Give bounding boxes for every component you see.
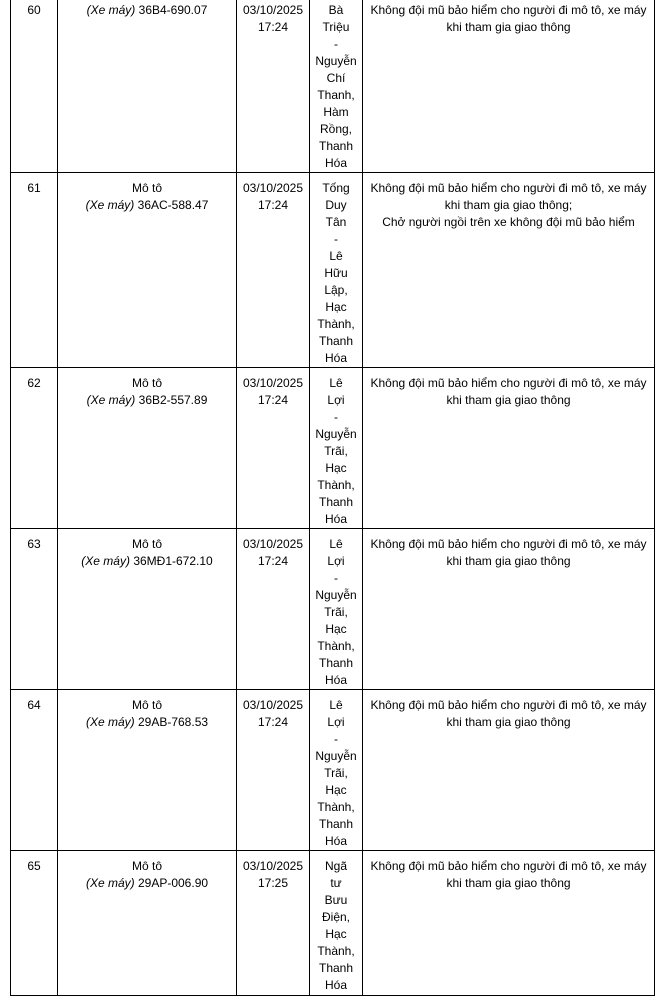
violation-list [367,180,650,231]
violation-time: 17:24 [257,554,289,568]
violation-text: Chở người ngồi trên xe không đội mũ bảo hiểm [382,215,635,229]
violation-list [367,858,650,892]
violation-text: Không đội mũ bảo hiểm cho người đi mô tô, xe máy khi tham gia giao thông [370,537,647,568]
violation-location: Bà Triệu - Nguyễn Chí Thanh, Hàm Rồng, Thanh Hóa [315,3,357,170]
violation-time: 17:24 [257,715,289,729]
table-row [11,173,655,368]
violation-list [367,375,650,409]
vehicle-class-plate [62,714,232,731]
vehicle-cell [58,529,237,690]
row-number-cell [11,368,58,529]
violation-text: Không đội mũ bảo hiểm cho người đi mô tô, xe máy khi tham gia giao thông; [370,181,647,212]
violation-location: Tống Duy Tân - Lê Hữu Lập, Hạc Thành, Thanh Hóa [317,181,355,365]
violation-cell [363,0,655,173]
violation-cell [363,529,655,690]
time-cell [237,690,310,851]
violation-list [367,697,650,731]
vehicle-type: Mô tô [131,181,162,195]
vehicle-cell [58,368,237,529]
violation-date: 03/10/2025 [242,181,304,195]
violations-table [10,0,655,996]
vehicle-class-plate [62,392,232,409]
vehicle-cell [58,851,237,996]
vehicle-type: Mô tô [131,537,162,551]
vehicle-class: (Xe máy) [86,3,136,17]
license-plate: 36B4-690.07 [138,3,208,17]
row-number: 65 [27,859,41,873]
violation-time: 17:25 [257,876,289,890]
row-number-cell [11,173,58,368]
vehicle-cell [58,690,237,851]
location-cell [310,529,363,690]
row-number: 63 [27,537,41,551]
violation-text: Không đội mũ bảo hiểm cho người đi mô tô, xe máy khi tham gia giao thông [370,859,647,890]
violation-text: Không đội mũ bảo hiểm cho người đi mô tô, xe máy khi tham gia giao thông [370,3,647,34]
vehicle-type: Mô tô [131,698,162,712]
time-cell [237,0,310,173]
vehicle-class-plate [62,2,232,19]
violation-date: 03/10/2025 [242,376,304,390]
row-number-cell [11,851,58,996]
violation-location: Lê Lợi - Nguyễn Trãi, Hạc Thành, Thanh Hóa [315,376,357,526]
table-row [11,851,655,996]
location-cell [310,173,363,368]
license-plate: 29AB-768.53 [137,715,209,729]
vehicle-class: (Xe máy) [85,715,135,729]
violation-location: Lê Lợi - Nguyễn Trãi, Hạc Thành, Thanh Hóa [315,698,357,848]
row-number-cell [11,0,58,173]
location-cell [310,690,363,851]
vehicle-class-plate [62,553,232,570]
row-number: 64 [27,698,41,712]
violation-time: 17:24 [257,198,289,212]
violation-date: 03/10/2025 [242,859,304,873]
violations-table-body [11,0,655,996]
vehicle-cell [58,0,237,173]
violation-list [367,536,650,570]
violation-date: 03/10/2025 [242,537,304,551]
violation-time: 17:24 [257,393,289,407]
license-plate: 36AC-588.47 [137,198,209,212]
violation-list [367,2,650,36]
vehicle-class: (Xe máy) [85,876,135,890]
violation-cell [363,851,655,996]
violation-date: 03/10/2025 [242,3,304,17]
location-cell [310,0,363,173]
violation-text: Không đội mũ bảo hiểm cho người đi mô tô, xe máy khi tham gia giao thông [370,698,647,729]
vehicle-class: (Xe máy) [81,554,130,568]
time-cell [237,368,310,529]
row-number: 60 [27,3,41,17]
violation-time: 17:24 [257,20,289,34]
time-cell [237,851,310,996]
location-cell [310,851,363,996]
violation-text: Không đội mũ bảo hiểm cho người đi mô tô, xe máy khi tham gia giao thông [370,376,647,407]
row-number: 62 [27,376,41,390]
vehicle-class-plate [62,875,232,892]
vehicle-class: (Xe máy) [86,393,136,407]
license-plate: 36MĐ1-672.10 [133,554,213,568]
row-number-cell [11,529,58,690]
time-cell [237,173,310,368]
table-row [11,0,655,173]
row-number-cell [11,690,58,851]
vehicle-class: (Xe máy) [85,198,135,212]
violation-date: 03/10/2025 [242,698,304,712]
license-plate: 36B2-557.89 [138,393,208,407]
violation-cell [363,173,655,368]
table-row [11,690,655,851]
vehicle-cell [58,173,237,368]
violation-cell [363,690,655,851]
table-row [11,529,655,690]
license-plate: 29AP-006.90 [137,876,209,890]
vehicle-type: Mô tô [131,859,162,873]
violation-location: Ngã tư Bưu Điện, Hạc Thành, Thanh Hóa [317,859,355,992]
table-row [11,368,655,529]
row-number: 61 [27,181,41,195]
vehicle-class-plate [62,197,232,214]
time-cell [237,529,310,690]
location-cell [310,368,363,529]
violation-location: Lê Lợi - Nguyễn Trãi, Hạc Thành, Thanh Hóa [315,537,357,687]
violation-cell [363,368,655,529]
vehicle-type: Mô tô [131,376,162,390]
